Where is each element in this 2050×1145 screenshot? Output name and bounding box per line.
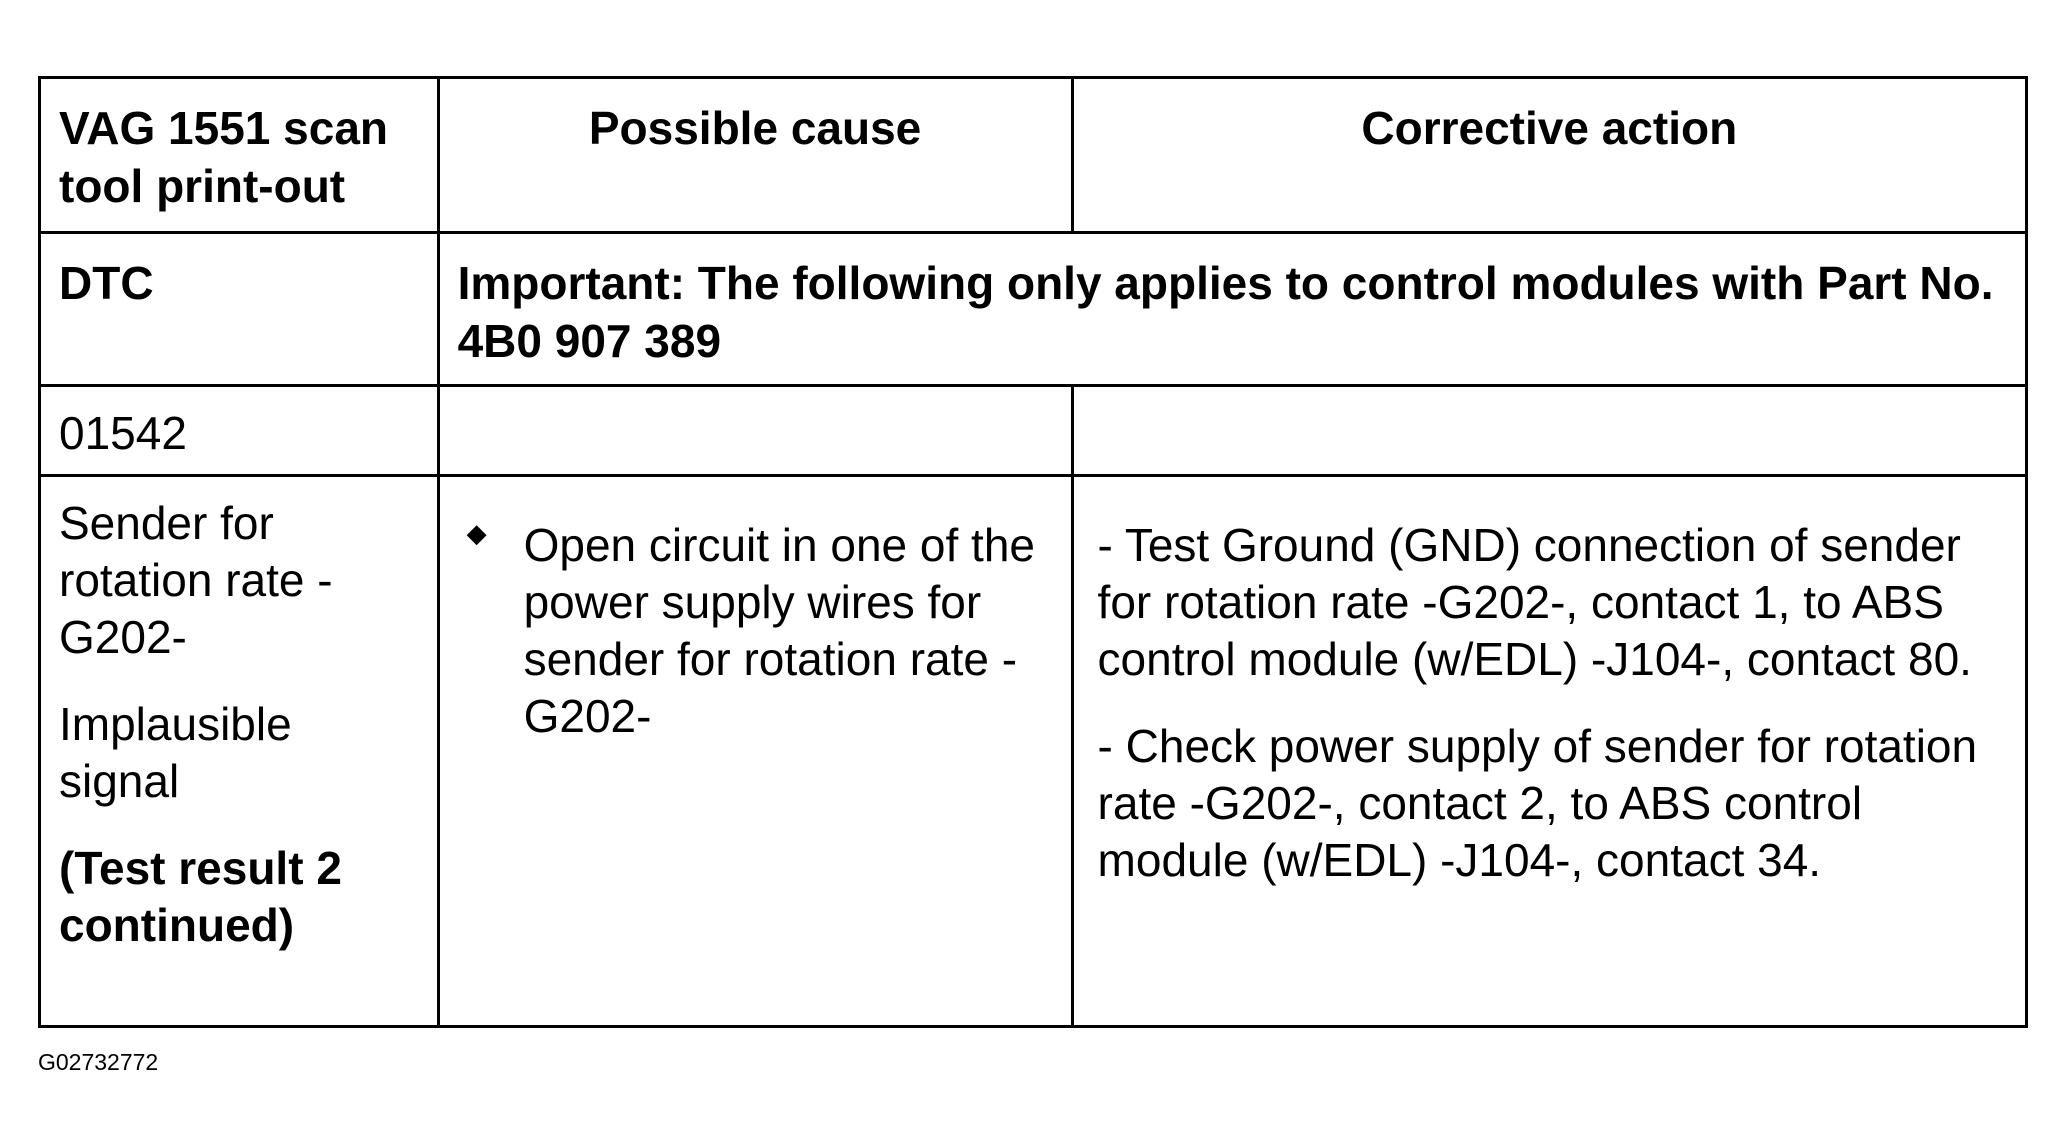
header-row: [40, 78, 2027, 233]
dtc-code: 01542: [59, 407, 187, 459]
possible-cause-item: [467, 517, 1053, 745]
important-note-cell: [438, 233, 2026, 386]
fault-description: Sender for rotation rate -G202-: [59, 497, 333, 663]
detail-row: [40, 476, 2027, 1027]
fault-cell: [40, 476, 439, 1027]
diamond-bullet-icon: ◆: [466, 518, 487, 548]
header-corrective-action-text: Corrective action: [1361, 102, 1738, 154]
important-note: Important: The following only applies to control modules with Part No. 4B0 907 389: [457, 257, 1994, 367]
fault-status: (Test result 2 continued): [59, 842, 342, 951]
header-scan-tool-text: VAG 1551 scan tool print-out: [59, 102, 389, 212]
header-scan-tool: [40, 78, 439, 233]
possible-cause-cell: [438, 476, 1072, 1027]
dtc-label: DTC: [59, 257, 154, 309]
header-possible-cause-text: Possible cause: [588, 102, 922, 154]
dtc-row: [40, 233, 2027, 386]
code-cell: [40, 386, 439, 476]
header-corrective-action: [1072, 78, 2026, 233]
figure-code: G02732772: [38, 1049, 159, 1075]
code-row: [40, 386, 2027, 476]
dtc-label-cell: [40, 233, 439, 386]
code-action-empty-cell: [1072, 386, 2026, 476]
corrective-action-cell: [1072, 476, 2026, 1027]
corrective-action-item: - Test Ground (GND) connection of sender for rotation rate -G202-, contact 1, to ABS control module (w/EDL) -J104-, contact 80.: [1097, 519, 1972, 685]
corrective-action-item: - Check power supply of sender for rotation rate -G202-, contact 2, to ABS control module (w/EDL) -J104-, contact 34.: [1097, 720, 1978, 886]
possible-cause-list: [440, 477, 1071, 745]
header-possible-cause: [438, 78, 1072, 233]
code-cause-empty-cell: [438, 386, 1072, 476]
dtc-table: [38, 76, 2028, 1028]
possible-cause-text: Open circuit in one of the power supply wires for sender for rotation rate -G202-: [523, 519, 1036, 742]
fault-symptom: Implausible signal: [59, 698, 292, 807]
